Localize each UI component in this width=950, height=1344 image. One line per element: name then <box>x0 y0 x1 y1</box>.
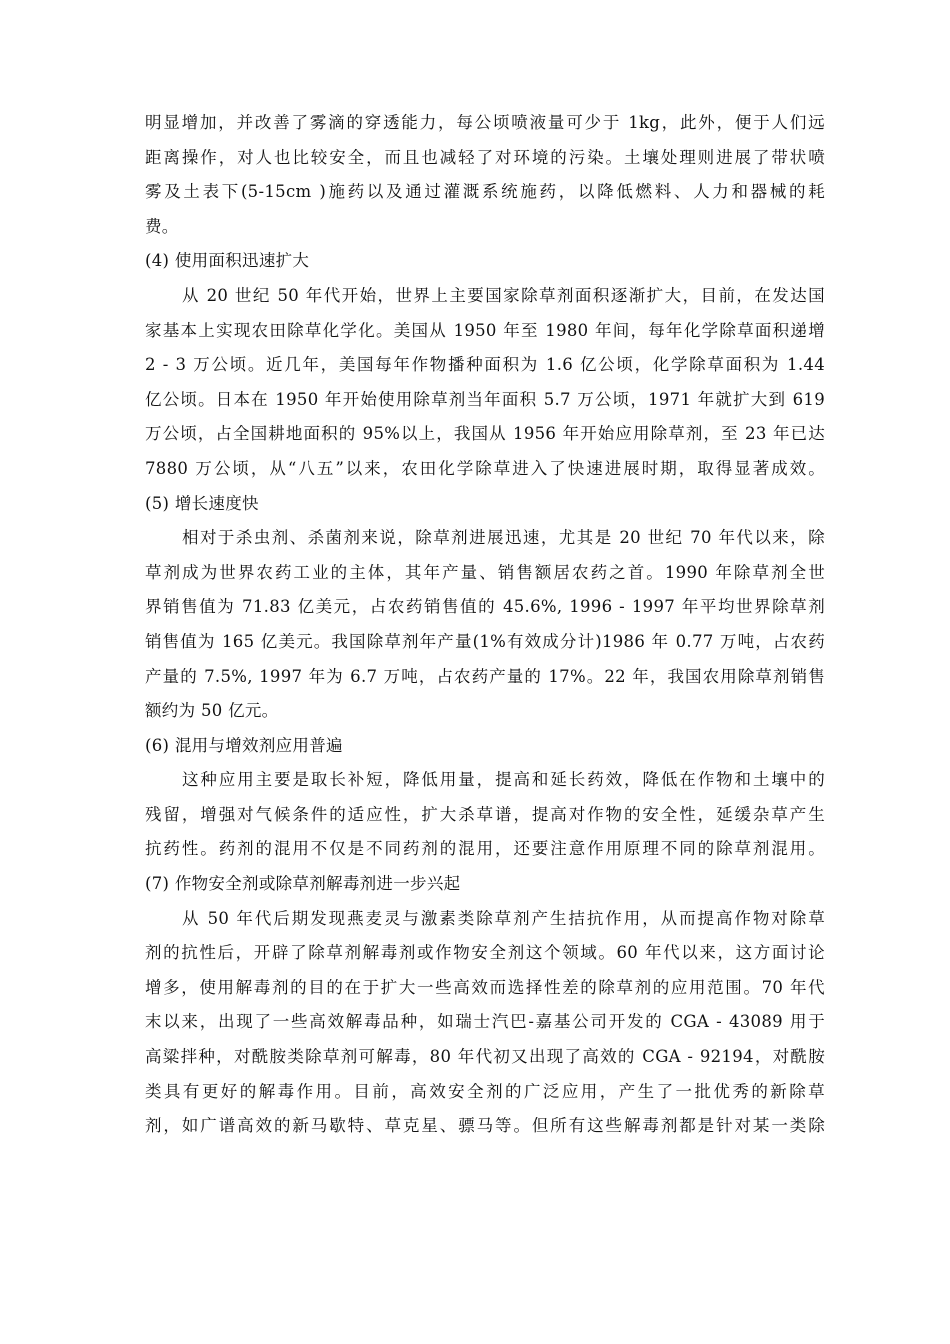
paragraph-line: 剂的抗性后，开辟了除草剂解毒剂或作物安全剂这个领域。60 年代以来，这方面讨论 <box>145 943 825 963</box>
paragraph-line: 这种应用主要是取长补短，降低用量，提高和延长药效，降低在作物和土壤中的 <box>182 770 825 790</box>
paragraph-line: 相对于杀虫剂、杀菌剂来说，除草剂进展迅速，尤其是 20 世纪 70 年代以来，除 <box>182 528 825 548</box>
paragraph-line: 销售值为 165 亿美元。我国除草剂年产量(1%有效成分计)1986 年 0.77 万吨，占农药 <box>145 631 825 651</box>
paragraph-line: 额约为 50 亿元。 <box>145 701 279 721</box>
paragraph-line: 界销售值为 71.83 亿美元，占农药销售值的 45.6%, 1996 - 1997 年平均世界除草剂 <box>145 597 825 617</box>
paragraph-line: 从 20 世纪 50 年代开始，世界上主要国家除草剂面积逐渐扩大，目前，在发达国 <box>182 285 825 305</box>
document-page <box>145 106 825 1144</box>
paragraph-line: 7880 万公顷，从“八五”以来，农田化学除草进入了快速进展时期，取得显著成效。 <box>145 458 825 478</box>
paragraph-line: 产量的 7.5%, 1997 年为 6.7 万吨，占农药产量的 17%。22 年，我国农用除草剂销售 <box>145 666 825 686</box>
paragraph-line: 家基本上实现农田除草化学化。美国从 1950 年至 1980 年间，每年化学除草面积递增 <box>145 320 825 340</box>
paragraph-line: 残留，增强对气候条件的适应性，扩大杀草谱，提高对作物的安全性，延缓杂草产生 <box>145 804 825 824</box>
paragraph-line: 增多，使用解毒剂的目的在于扩大一些高效而选择性差的除草剂的应用范围。70 年代 <box>145 977 825 997</box>
section-heading-5: (5) 增长速度快 <box>145 493 259 513</box>
paragraph-line: 雾及土表下(5-15cm )施药以及通过灌溉系统施药，以降低燃料、人力和器械的耗 <box>145 182 825 202</box>
section-heading-6: (6) 混用与增效剂应用普遍 <box>145 735 343 755</box>
paragraph-line: 高粱拌种，对酰胺类除草剂可解毒，80 年代初又出现了高效的 CGA - 92194，对酰胺 <box>145 1047 825 1067</box>
paragraph-line: 2 - 3 万公顷。近几年，美国每年作物播种面积为 1.6 亿公顷，化学除草面积为 1.44 <box>145 355 825 375</box>
paragraph-line: 亿公顷。日本在 1950 年开始使用除草剂当年面积 5.7 万公顷，1971 年就扩大到 619 <box>145 389 825 409</box>
section-heading-4: (4) 使用面积迅速扩大 <box>145 251 310 271</box>
paragraph-line: 草剂成为世界农药工业的主体，其年产量、销售额居农药之首。1990 年除草剂全世 <box>145 562 825 582</box>
paragraph-line: 从 50 年代后期发现燕麦灵与激素类除草剂产生拮抗作用，从而提高作物对除草 <box>182 908 825 928</box>
paragraph-line: 万公顷，占全国耕地面积的 95%以上，我国从 1956 年开始应用除草剂，至 23 年已达 <box>145 424 825 444</box>
paragraph-line: 剂，如广谱高效的新马歇特、草克星、骠马等。但所有这些解毒剂都是针对某一类除 <box>145 1116 825 1136</box>
paragraph-line: 类具有更好的解毒作用。目前，高效安全剂的广泛应用，产生了一批优秀的新除草 <box>145 1081 825 1101</box>
section-heading-7: (7) 作物安全剂或除草剂解毒剂进一步兴起 <box>145 874 461 894</box>
paragraph-line: 距离操作，对人也比较安全，而且也减轻了对环境的污染。土壤处理则进展了带状喷 <box>145 147 825 167</box>
paragraph-line: 明显增加，并改善了雾滴的穿透能力，每公顷喷液量可少于 1kg，此外，便于人们远 <box>145 113 825 132</box>
paragraph-line: 抗药性。药剂的混用不仅是不同药剂的混用，还要注意作用原理不同的除草剂混用。 <box>145 839 825 859</box>
paragraph-line: 末以来，出现了一些高效解毒品种，如瑞士汽巴-嘉基公司开发的 CGA - 43089 用于 <box>145 1012 825 1032</box>
paragraph-line: 费。 <box>145 216 179 236</box>
